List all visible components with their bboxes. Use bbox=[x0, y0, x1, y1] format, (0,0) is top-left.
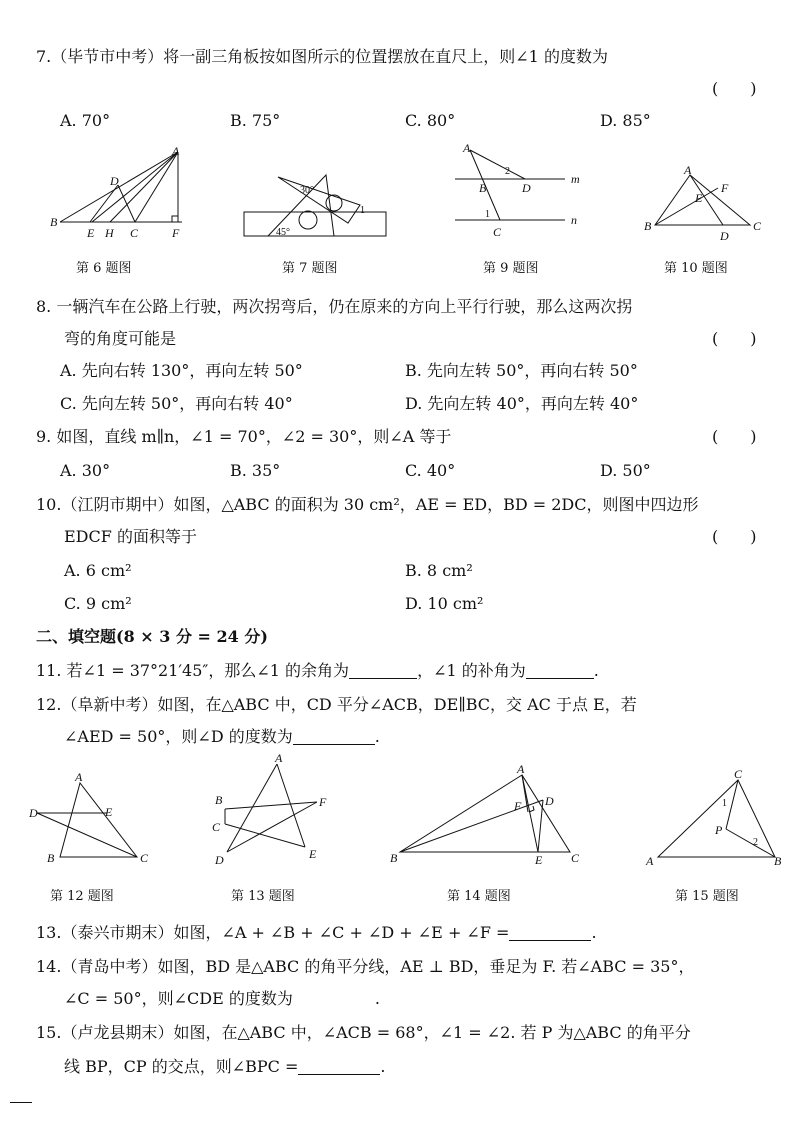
svg-text:30°: 30° bbox=[300, 185, 314, 196]
q10-answer-paren: ( ) bbox=[712, 527, 757, 546]
q11-part1: 11. 若∠1 = 37°21′45″，那么∠1 的余角为 bbox=[36, 661, 350, 680]
q9-option-d: D. 50° bbox=[600, 461, 651, 480]
q8-option-a: A. 先向右转 130°，再向左转 50° bbox=[60, 361, 303, 380]
q11-part3: . bbox=[593, 661, 599, 680]
q11-line1 bbox=[36, 660, 599, 682]
svg-text:F: F bbox=[319, 795, 327, 809]
caption-fig7: 第 7 题图 bbox=[282, 261, 338, 276]
svg-text:B: B bbox=[390, 851, 398, 865]
svg-text:F: F bbox=[514, 799, 522, 813]
svg-text:C: C bbox=[130, 226, 139, 240]
svg-text:C: C bbox=[571, 851, 580, 865]
caption-fig6: 第 6 题图 bbox=[76, 261, 132, 276]
caption-fig14: 第 14 题图 bbox=[447, 889, 511, 904]
svg-text:E: E bbox=[105, 805, 113, 819]
q10-option-d: D. 10 cm² bbox=[405, 594, 484, 613]
q13-blank[interactable] bbox=[509, 924, 591, 941]
svg-text:C: C bbox=[140, 851, 149, 865]
svg-text:A: A bbox=[646, 854, 654, 868]
svg-text:C: C bbox=[753, 219, 762, 233]
svg-text:B: B bbox=[774, 854, 782, 868]
q10-option-a: A. 6 cm² bbox=[64, 561, 132, 580]
svg-text:m: m bbox=[571, 172, 580, 186]
q9-option-c: C. 40° bbox=[405, 461, 456, 480]
q9-line1: 9. 如图，直线 m∥n，∠1 = 70°，∠2 = 30°，则∠A 等于 bbox=[36, 427, 452, 446]
caption-fig10: 第 10 题图 bbox=[664, 261, 728, 276]
svg-text:D: D bbox=[29, 806, 38, 820]
svg-text:1: 1 bbox=[722, 798, 727, 809]
q8-answer-paren: ( ) bbox=[712, 329, 757, 348]
svg-text:45°: 45° bbox=[276, 227, 290, 238]
section-2-heading: 二、填空题(8 × 3 分 = 24 分) bbox=[36, 627, 268, 646]
svg-text:A: A bbox=[684, 163, 692, 177]
svg-text:B: B bbox=[47, 851, 55, 865]
q15-line2-text: 线 BP，CP 的交点，则∠BPC = bbox=[64, 1057, 299, 1076]
svg-text:P: P bbox=[715, 823, 723, 837]
q15-line2-end: . bbox=[380, 1057, 386, 1076]
q7-line1: 7.（毕节市中考）将一副三角板按如图所示的位置摆放在直尺上，则∠1 的度数为 bbox=[36, 47, 608, 66]
q14-line2-text: ∠C = 50°，则∠CDE 的度数为 bbox=[64, 989, 293, 1008]
q9-answer-paren: ( ) bbox=[712, 427, 757, 446]
svg-text:1: 1 bbox=[485, 209, 490, 220]
q7-option-b: B. 75° bbox=[230, 111, 281, 130]
q7-option-d: D. 85° bbox=[600, 111, 651, 130]
q8-line1: 8. 一辆汽车在公路上行驶，两次拐弯后，仍在原来的方向上平行行驶，那么这两次拐 bbox=[36, 297, 633, 316]
caption-fig12: 第 12 题图 bbox=[50, 889, 114, 904]
q8-option-c: C. 先向左转 50°，再向右转 40° bbox=[60, 394, 293, 413]
svg-text:A: A bbox=[463, 141, 471, 155]
q15-blank[interactable] bbox=[298, 1058, 380, 1075]
q10-line2: EDCF 的面积等于 bbox=[64, 527, 197, 546]
figure-12 bbox=[25, 765, 160, 870]
svg-text:D: D bbox=[545, 794, 554, 808]
svg-text:E: E bbox=[535, 853, 543, 867]
svg-text:E: E bbox=[695, 191, 703, 205]
q12-blank[interactable] bbox=[293, 728, 375, 745]
q8-option-b: B. 先向左转 50°，再向右转 50° bbox=[405, 361, 638, 380]
svg-text:B: B bbox=[215, 793, 223, 807]
svg-text:D: D bbox=[215, 853, 224, 867]
q12-line2-end: . bbox=[374, 727, 380, 746]
svg-text:H: H bbox=[105, 226, 114, 240]
figure-6 bbox=[40, 145, 200, 245]
q12-line2 bbox=[64, 726, 380, 748]
svg-text:C: C bbox=[734, 767, 743, 781]
svg-text:D: D bbox=[720, 229, 729, 243]
svg-text:A: A bbox=[517, 762, 525, 776]
svg-text:A: A bbox=[275, 752, 283, 765]
figure-7 bbox=[238, 165, 393, 245]
q13-text: 13.（泰兴市期末）如图，∠A + ∠B + ∠C + ∠D + ∠E + ∠F = bbox=[36, 923, 510, 942]
caption-fig9: 第 9 题图 bbox=[483, 261, 539, 276]
q14-line2-end: . bbox=[374, 989, 380, 1008]
q7-option-c: C. 80° bbox=[405, 111, 456, 130]
q12-line2-text: ∠AED = 50°，则∠D 的度数为 bbox=[64, 727, 293, 746]
q7-answer-paren: ( ) bbox=[712, 79, 757, 98]
svg-text:2: 2 bbox=[505, 166, 510, 177]
figure-13 bbox=[205, 752, 345, 870]
svg-text:C: C bbox=[493, 225, 502, 239]
figure-14 bbox=[385, 760, 590, 870]
svg-text:E: E bbox=[309, 847, 317, 861]
q14-line1: 14.（青岛中考）如图，BD 是△ABC 的角平分线，AE ⊥ BD，垂足为 F. 若∠ABC = 35°， bbox=[36, 957, 695, 976]
q15-line2 bbox=[64, 1056, 385, 1078]
caption-fig13: 第 13 题图 bbox=[231, 889, 295, 904]
svg-text:D: D bbox=[522, 181, 531, 195]
q8-option-d: D. 先向左转 40°，再向左转 40° bbox=[405, 394, 639, 413]
q11-blank-2[interactable] bbox=[526, 662, 594, 679]
caption-fig15: 第 15 题图 bbox=[675, 889, 739, 904]
q7-option-a: A. 70° bbox=[60, 111, 111, 130]
q13-end: . bbox=[591, 923, 597, 942]
q10-option-c: C. 9 cm² bbox=[64, 594, 132, 613]
q9-option-a: A. 30° bbox=[60, 461, 111, 480]
svg-text:D: D bbox=[110, 174, 119, 188]
q12-line1: 12.（阜新中考）如图，在△ABC 中，CD 平分∠ACB，DE∥BC，交 AC 于点 E，若 bbox=[36, 695, 637, 714]
q9-option-b: B. 35° bbox=[230, 461, 281, 480]
q8-line2: 弯的角度可能是 bbox=[64, 329, 177, 348]
svg-text:A: A bbox=[75, 770, 83, 784]
svg-text:B: B bbox=[644, 219, 652, 233]
svg-text:B: B bbox=[479, 181, 487, 195]
svg-text:1: 1 bbox=[360, 205, 365, 216]
figure-9 bbox=[455, 140, 590, 245]
svg-text:A: A bbox=[172, 145, 180, 158]
svg-text:E: E bbox=[87, 226, 95, 240]
svg-text:B: B bbox=[50, 215, 58, 229]
svg-text:C: C bbox=[212, 820, 221, 834]
q11-blank-1[interactable] bbox=[349, 662, 417, 679]
q15-line1: 15.（卢龙县期末）如图，在△ABC 中，∠ACB = 68°，∠1 = ∠2. 若 P 为△ABC 的角平分 bbox=[36, 1023, 691, 1042]
q14-blank[interactable] bbox=[293, 990, 375, 1007]
q14-line2 bbox=[64, 988, 380, 1010]
svg-text:F: F bbox=[721, 181, 729, 195]
figure-15 bbox=[640, 765, 790, 870]
q10-line1: 10.（江阴市期中）如图，△ABC 的面积为 30 cm²，AE = ED，BD = 2DC，则图中四边形 bbox=[36, 495, 699, 514]
q13-line1 bbox=[36, 922, 597, 944]
svg-text:F: F bbox=[172, 226, 180, 240]
svg-text:n: n bbox=[571, 213, 577, 227]
q11-part2: ，∠1 的补角为 bbox=[417, 661, 526, 680]
q10-option-b: B. 8 cm² bbox=[405, 561, 473, 580]
figure-10 bbox=[640, 160, 775, 245]
page-bottom-mark bbox=[10, 1102, 32, 1103]
svg-text:2: 2 bbox=[753, 837, 758, 848]
